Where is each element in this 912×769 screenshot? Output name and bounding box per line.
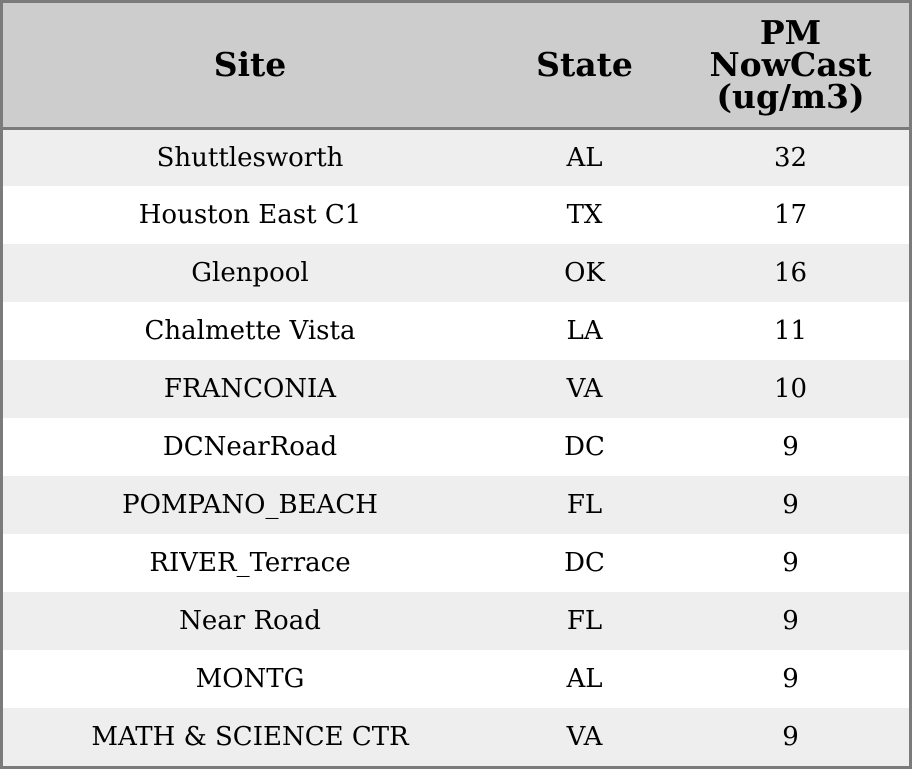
pm-header-line-3: (ug/m3) xyxy=(716,76,865,116)
state-cell: DC xyxy=(564,548,605,578)
table-row xyxy=(3,360,909,418)
state-cell: FL xyxy=(566,606,603,636)
pm-header-line-2: NowCast xyxy=(709,44,872,84)
pm-nowcast-cell: 17 xyxy=(773,200,808,230)
pm-nowcast-cell: 32 xyxy=(773,142,808,173)
table-row xyxy=(3,476,909,534)
site-cell: DCNearRoad xyxy=(162,432,338,462)
table-row xyxy=(3,186,909,244)
pm-nowcast-cell: 9 xyxy=(782,432,799,462)
site-cell: MONTG xyxy=(195,664,305,694)
pm-nowcast-cell: 9 xyxy=(782,606,799,636)
table-row xyxy=(3,650,909,708)
header-row xyxy=(3,3,909,128)
site-cell: Glenpool xyxy=(191,258,309,288)
site-cell: RIVER_Terrace xyxy=(149,548,351,578)
table-row xyxy=(3,128,909,186)
site-cell: Houston East C1 xyxy=(138,200,362,230)
table-row xyxy=(3,592,909,650)
pm-header-line-1: PM xyxy=(759,12,822,52)
pm-nowcast-table xyxy=(3,3,909,766)
table-row xyxy=(3,302,909,360)
table-header xyxy=(3,3,909,128)
state-cell: AL xyxy=(566,664,603,694)
site-cell: MATH & SCIENCE CTR xyxy=(91,722,409,752)
state-cell: VA xyxy=(566,722,603,752)
table-row xyxy=(3,534,909,592)
site-cell: POMPANO_BEACH xyxy=(122,490,378,520)
column-header-state: State xyxy=(497,3,672,128)
table-row xyxy=(3,418,909,476)
site-cell: Near Road xyxy=(179,606,321,636)
table-body xyxy=(3,128,909,766)
pm-nowcast-cell: 9 xyxy=(782,722,799,752)
state-cell: TX xyxy=(566,200,603,230)
state-cell: DC xyxy=(564,432,605,462)
state-cell: AL xyxy=(566,142,603,173)
state-cell: VA xyxy=(566,374,603,404)
pm-nowcast-cell: 9 xyxy=(782,548,799,578)
site-cell: Shuttlesworth xyxy=(156,142,344,173)
table-row xyxy=(3,244,909,302)
column-header-pm-nowcast xyxy=(672,3,909,128)
column-header-site: Site xyxy=(3,3,497,128)
state-cell: LA xyxy=(566,316,603,346)
site-cell: FRANCONIA xyxy=(163,374,337,404)
pm-nowcast-cell: 10 xyxy=(773,374,808,404)
table-row xyxy=(3,708,909,766)
site-cell: Chalmette Vista xyxy=(144,316,356,346)
state-cell: OK xyxy=(564,258,605,288)
pm-nowcast-cell: 16 xyxy=(773,258,808,288)
pm-nowcast-cell: 11 xyxy=(773,316,808,346)
pm-nowcast-cell: 9 xyxy=(782,664,799,694)
state-cell: FL xyxy=(566,490,603,520)
pm-nowcast-cell: 9 xyxy=(782,490,799,520)
